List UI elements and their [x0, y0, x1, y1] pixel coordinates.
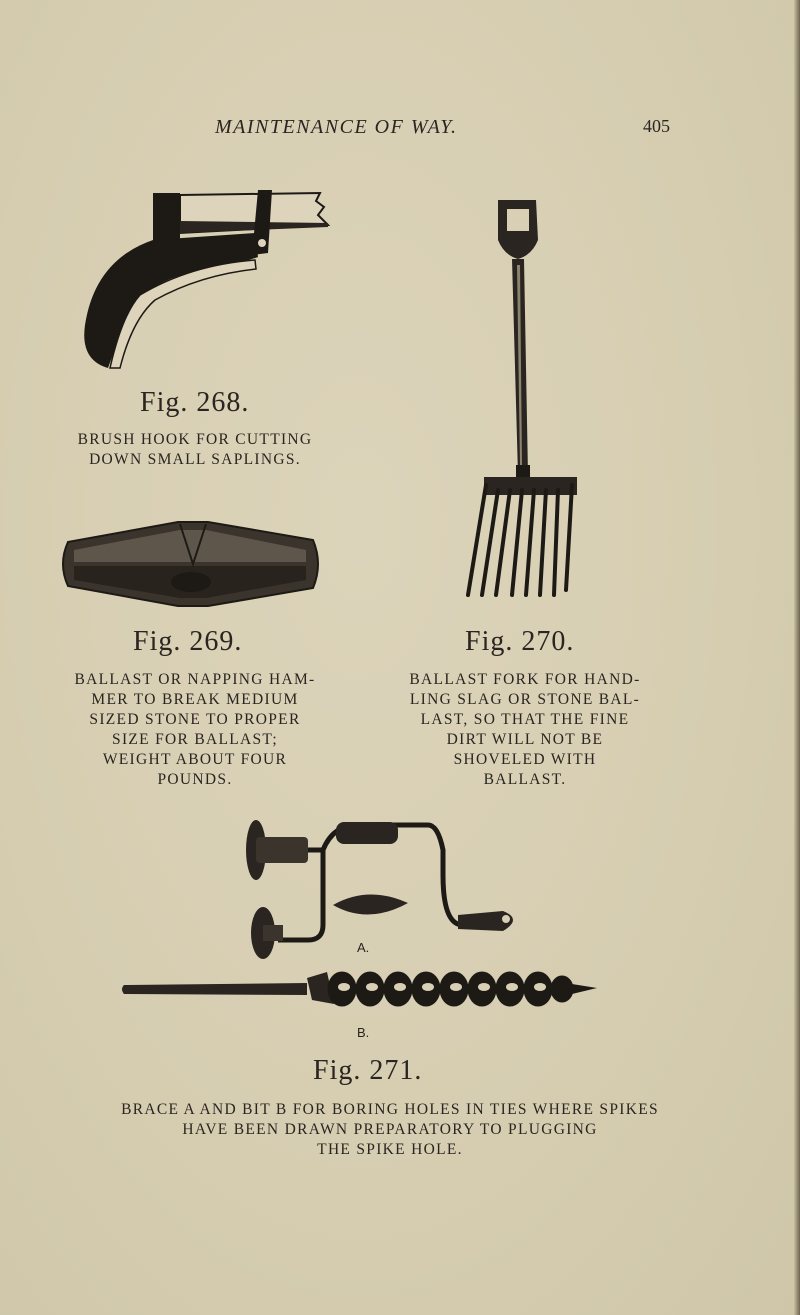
- fig-269-label: Fig. 269.: [133, 626, 243, 657]
- page-edge-shadow: [794, 0, 800, 1315]
- auger-bit-illustration: [122, 968, 602, 1010]
- fig-270-label: Fig. 270.: [465, 626, 575, 657]
- napping-hammer-illustration: [58, 520, 322, 608]
- fig-269-caption: BALLAST OR NAPPING HAM- MER TO BREAK MEDIUM SIZED STONE TO PROPER SIZE FOR BALLAST; WEIGHT ABOUT FOUR POUNDS.: [74, 671, 316, 788]
- fig-270-caption: BALLAST FORK FOR HAND- LING SLAG OR STONE BAL- LAST, SO THAT THE FINE DIRT WILL NOT BE SHOVELED WITH BALLAST.: [409, 671, 641, 788]
- ballast-fork-illustration: [462, 195, 582, 600]
- running-title: MAINTENANCE OF WAY.: [215, 116, 458, 138]
- brace-illustration: [238, 815, 528, 960]
- fig-268-label: Fig. 268.: [140, 387, 250, 418]
- brace-part-a-label: A.: [357, 940, 370, 955]
- page-number: 405: [643, 116, 670, 136]
- brush-hook-illustration: [80, 185, 335, 375]
- bit-part-b-label: B.: [357, 1025, 370, 1040]
- fig-271-label: Fig. 271.: [313, 1055, 423, 1086]
- fig-271-caption: BRACE A AND BIT B FOR BORING HOLES IN TIES WHERE SPIKES HAVE BEEN DRAWN PREPARATORY TO PLUGGING THE SPIKE HOLE.: [121, 1101, 659, 1158]
- fig-268-caption: BRUSH HOOK FOR CUTTING DOWN SMALL SAPLINGS.: [77, 431, 313, 468]
